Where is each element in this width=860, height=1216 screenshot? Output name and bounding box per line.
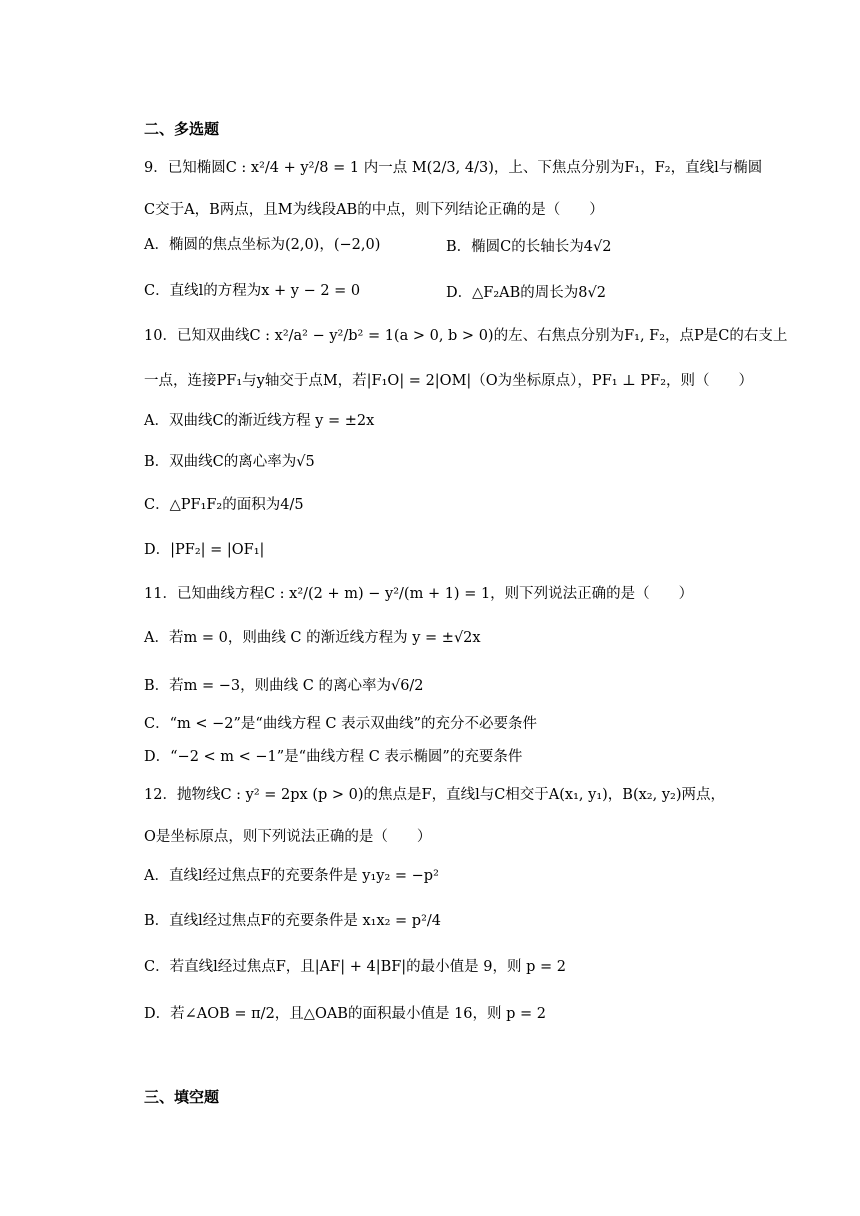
q12-stem-line1: 12．抛物线C : y² = 2px (p > 0)的焦点是F，直线l与C相交于A(x₁, y₁)，B(x₂, y₂)两点， (144, 787, 725, 803)
q9-option-c: C．直线l的方程为x + y − 2 = 0 (144, 283, 361, 299)
q12-option-a: A．直线l经过焦点F的充要条件是 y₁y₂ = −p² (144, 868, 439, 884)
q9-stem-line1: 9．已知椭圆C : x²/4 + y²/8 = 1 内一点 M(2/3, 4/3)，上、下焦点分别为F₁，F₂，直线l与椭圆 (144, 160, 763, 176)
q12-option-c: C．若直线l经过焦点F，且|AF| + 4|BF|的最小值是 9，则 p = 2 (144, 959, 566, 975)
q10-stem-line1: 10．已知双曲线C : x²/a² − y²/b² = 1(a > 0, b > 0)的左、右焦点分别为F₁, F₂，点P是C的右支上 (144, 328, 788, 344)
q12-option-b: B．直线l经过焦点F的充要条件是 x₁x₂ = p²/4 (144, 913, 442, 929)
q9-option-a: A．椭圆的焦点坐标为(2,0)，(−2,0) (144, 237, 381, 253)
q9-option-d: D．△F₂AB的周长为8√2 (446, 285, 606, 301)
q9-option-b: B．椭圆C的长轴长为4√2 (446, 239, 612, 255)
q11-option-b: B．若m = −3，则曲线 C 的离心率为√6/2 (144, 678, 424, 694)
q11-option-c: C．“m < −2”是“曲线方程 C 表示双曲线”的充分不必要条件 (144, 716, 538, 732)
q10-option-b: B．双曲线C的离心率为√5 (144, 454, 315, 470)
section-heading-fill-in: 三、填空题 (144, 1088, 220, 1106)
q9-stem-line2: C交于A，B两点，且M为线段AB的中点，则下列结论正确的是（ ） (144, 202, 604, 218)
q11-stem-line1: 11．已知曲线方程C : x²/(2 + m) − y²/(m + 1) = 1，则下列说法正确的是（ ） (144, 586, 694, 602)
section-heading-multiple-choice: 二、多选题 (144, 120, 220, 138)
q10-option-c: C．△PF₁F₂的面积为4/5 (144, 497, 304, 513)
q10-stem-line2: 一点，连接PF₁与y轴交于点M，若|F₁O| = 2|OM|（O为坐标原点），PF₁ ⊥ PF₂，则（ ） (144, 373, 754, 389)
q11-option-d: D．“−2 < m < −1”是“曲线方程 C 表示椭圆”的充要条件 (144, 749, 523, 765)
q10-option-d: D．|PF₂| = |OF₁| (144, 542, 265, 558)
q12-option-d: D．若∠AOB = π/2，且△OAB的面积最小值是 16，则 p = 2 (144, 1006, 547, 1022)
q11-option-a: A．若m = 0，则曲线 C 的渐近线方程为 y = ±√2x (144, 630, 481, 646)
q10-option-a: A．双曲线C的渐近线方程 y = ±2x (144, 413, 375, 429)
q12-stem-line2: O是坐标原点，则下列说法正确的是（ ） (144, 829, 432, 845)
